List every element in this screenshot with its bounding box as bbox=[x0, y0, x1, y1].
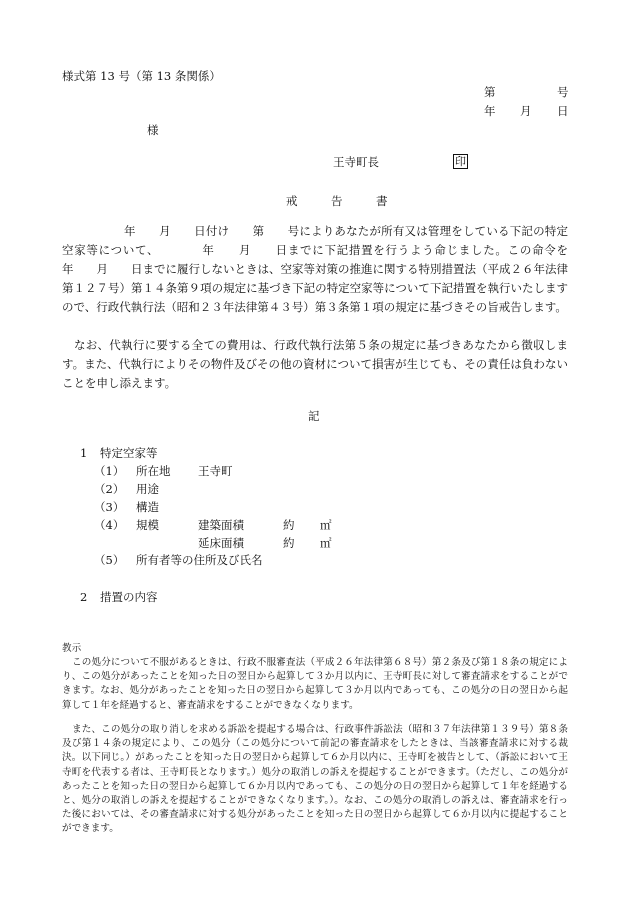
sub-2-label: 用途 bbox=[136, 482, 159, 496]
item-2-number: 2 bbox=[80, 590, 88, 604]
sub-3-number: （3） bbox=[94, 500, 125, 514]
document-number-prefix: 第 bbox=[484, 85, 496, 99]
floor-area-unit: ㎡ bbox=[320, 536, 332, 550]
sub-1-label: 所在地 bbox=[136, 464, 171, 478]
form-number: 様式第 13 号（第 13 条関係） bbox=[62, 69, 221, 83]
sub-4-number: （4） bbox=[94, 518, 125, 532]
addressee-suffix: 様 bbox=[147, 123, 159, 137]
ki-heading: 記 bbox=[308, 409, 320, 423]
body-paragraph-2: なお、代執行に要する全ての費用は、行政代執行法第５条の規定に基づきあなたから徴収します。また、代執行によりその物件及びその他の資材について損害が生じても、その責任は負わないことを申し添えます。 bbox=[62, 338, 568, 390]
notice-paragraph-1: この処分について不服があるときは、行政不服審査法（平成２６年法律第６８号）第２条及び第１８条の規定により、この処分があったことを知った日の翌日から起算して３か月以内に、王寺町長に対して審査請求をすることができます。なお、処分があったことを知った日の翌日から起算して３か月以内であっても、この処分の日の翌日から起算して１年を経過すると、審査請求をすることができなくなります。 bbox=[62, 657, 568, 711]
building-area-approx: 約 bbox=[283, 518, 295, 532]
notice-heading: 教示 bbox=[62, 643, 82, 654]
floor-area-approx: 約 bbox=[283, 536, 295, 550]
seal-text: 印 bbox=[455, 155, 466, 168]
date-month: 月 bbox=[520, 104, 532, 118]
item-1-label: 特定空家等 bbox=[100, 446, 158, 460]
body-paragraph-1: 年 月 日付け 第 号によりあなたが所有又は管理をしている下記の特定空家等について、 年 月 日までに下記措置を行うよう命じました。この命令を 年 月 日までに履行しないときは、空家等対策の推進に関する特別措置法（平成２６年法律第１２７号）第１４条第９項の規定に基づき下記の特定空家等について下記措置を執行いたしますので、行政代執行法（昭和２３年法律第４３号）第３条第１項の規定に基づきその旨戒告します。 bbox=[62, 224, 626, 314]
notice-paragraph-2: また、この処分の取り消しを求める訴訟を提起する場合は、行政事件訴訟法（昭和３７年法律第１３９号）第８条及び第１４条の規定により、この処分（この処分について前記の審査請求をしたときは、当該審査請求に対する裁決。以下同じ。）があったことを知った日の翌日から起算して６か月以内に、王寺町を被告として、（訴訟において王寺町を代表する者は、王寺町長となります。）処分の取消しの訴えを提起することができます。（ただし、この処分があったことを知った日の翌日から起算して６か月以内であっても、この処分の日の翌日から起算して１年を経過すると、処分の取消しの訴えを提起することができなくなります。）。なお、この処分の取消しの訴えは、審査請求を行った後においては、その審査請求に対する処分があったことを知った日の翌日から起算して６か月以内に提起することができます。 bbox=[62, 724, 568, 835]
sub-1-value: 王寺町 bbox=[198, 464, 233, 478]
sub-2-number: （2） bbox=[94, 482, 125, 496]
sub-1-number: （1） bbox=[94, 464, 125, 478]
floor-area-label: 延床面積 bbox=[198, 536, 244, 550]
sub-5-label: 所有者等の住所及び氏名 bbox=[136, 553, 263, 567]
issuer-name: 王寺町長 bbox=[333, 155, 379, 169]
building-area-unit: ㎡ bbox=[320, 518, 332, 532]
date-year: 年 bbox=[484, 104, 496, 118]
seal-mark bbox=[453, 154, 468, 169]
sub-3-label: 構造 bbox=[136, 500, 159, 514]
sub-4-label: 規模 bbox=[136, 518, 159, 532]
building-area-label: 建築面積 bbox=[198, 518, 244, 532]
date-day: 日 bbox=[557, 104, 569, 118]
item-2-label: 措置の内容 bbox=[100, 590, 158, 604]
sub-5-number: （5） bbox=[94, 553, 125, 567]
document-number-suffix: 号 bbox=[557, 85, 569, 99]
item-1-number: 1 bbox=[80, 446, 88, 460]
page-title: 戒 告 書 bbox=[286, 194, 399, 208]
